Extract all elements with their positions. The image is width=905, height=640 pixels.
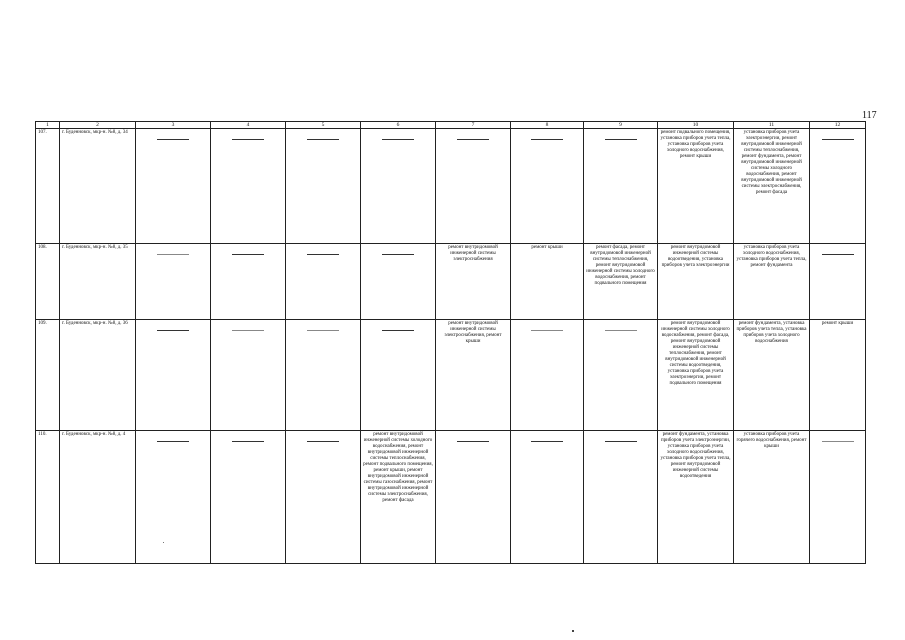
dash-mark	[822, 139, 854, 140]
work-cell: ремонт подвального помещения, установка приборов учета тепла, установка приборов учета холодного водоснабжения, ремонт крыши	[658, 129, 734, 244]
empty-cell	[511, 431, 584, 564]
dash-mark	[531, 139, 563, 140]
column-header: 5	[286, 122, 361, 129]
dash-mark	[457, 139, 489, 140]
dash-mark	[382, 330, 414, 331]
empty-cell	[136, 129, 211, 244]
empty-cell	[211, 320, 286, 431]
column-header: 3	[136, 122, 211, 129]
table-row	[36, 244, 866, 320]
empty-cell	[810, 129, 866, 244]
work-cell: ремонт внутридомовой инженерной системы электроснабжения, ремонт крыши	[436, 320, 511, 431]
row-number: 108.	[36, 244, 60, 320]
column-header: 1	[36, 122, 60, 129]
empty-cell	[211, 129, 286, 244]
empty-cell	[286, 320, 361, 431]
dash-mark	[605, 330, 637, 331]
column-number-row	[36, 122, 866, 129]
dash-mark	[605, 441, 637, 442]
empty-cell	[584, 320, 658, 431]
work-cell: ремонт фасада, ремонт внутридомовой инженерной системы теплоснабжения, ремонт внутридомовой инженерной системы холодного водоснабжения, ремонт подвального помещения	[584, 244, 658, 320]
row-number: 109.	[36, 320, 60, 431]
work-cell: ремонт внутридомовой инженерной системы водоотведения, установка приборов учета электроэнергии	[658, 244, 734, 320]
table-row	[36, 129, 866, 244]
empty-cell	[511, 320, 584, 431]
empty-cell	[286, 129, 361, 244]
dash-mark	[382, 139, 414, 140]
empty-cell	[211, 244, 286, 320]
dash-mark	[382, 254, 414, 255]
empty-cell	[810, 244, 866, 320]
empty-cell	[136, 431, 211, 564]
work-cell: ремонт фундамента, установка приборов учета тепла, установка приборов учета холодного водоснабжения	[734, 320, 810, 431]
row-address: г. Буденновск, мкр-н. №8, д. 35	[60, 244, 136, 320]
work-cell: ремонт внутридомовой инженерной системы электроснабжения	[436, 244, 511, 320]
column-header: 9	[584, 122, 658, 129]
table-row	[36, 320, 866, 431]
dash-mark	[307, 441, 339, 442]
table-row	[36, 431, 866, 564]
work-cell: установка приборов учета холодного водоснабжения, установка приборов учета тепла, ремонт фундамента	[734, 244, 810, 320]
row-address: г. Буденновск, мкр-н. №8, д. 36	[60, 320, 136, 431]
dash-mark	[232, 254, 264, 255]
column-header: 8	[511, 122, 584, 129]
row-number: 110.	[36, 431, 60, 564]
dash-mark	[307, 254, 339, 255]
empty-cell	[136, 244, 211, 320]
dash-mark	[307, 330, 339, 331]
dash-mark	[157, 330, 189, 331]
row-address: г. Буденновск, мкр-н. №8, д. 34	[60, 129, 136, 244]
empty-cell	[286, 431, 361, 564]
dash-mark	[157, 441, 189, 442]
work-cell: ремонт крыши	[511, 244, 584, 320]
empty-cell	[436, 129, 511, 244]
dash-mark	[307, 139, 339, 140]
repair-schedule-table	[35, 121, 866, 564]
work-cell: ремонт внутридомовой инженерной системы холодного водоснабжения, ремонт фасада, ремонт внутридомовой инженерной системы теплоснабжения, ремонт внутридомовой инженерной системы водоотведения, установка приборов учета электроэнергии, ремонт подвального помещения	[658, 320, 734, 431]
work-cell: ремонт крыши	[810, 320, 866, 431]
empty-cell	[810, 431, 866, 564]
dash-mark	[822, 254, 854, 255]
column-header: 10	[658, 122, 734, 129]
dash-mark	[232, 441, 264, 442]
column-header: 2	[60, 122, 136, 129]
dash-mark	[232, 139, 264, 140]
empty-cell	[361, 244, 436, 320]
row-address: г. Буденновск, мкр-н. №8, д. 4	[60, 431, 136, 564]
dash-mark	[157, 254, 189, 255]
column-header: 11	[734, 122, 810, 129]
work-cell: ремонт фундамента, установка приборов учета электроэнергии, установка приборов учета холодного водоснабжения, установка приборов учета тепла, ремонт внутридомовой инженерной системы водоотведения	[658, 431, 734, 564]
work-cell: установка приборов учета электроэнергии, ремонт внутридомовой инженерной системы теплоснабжения, ремонт фундамента, ремонт внутридомовой инженерной системы холодного водоснабжения, ремонт внутридомовой инженерной системы электроснабжения, ремонт фасада	[734, 129, 810, 244]
empty-cell	[584, 431, 658, 564]
dash-mark	[232, 330, 264, 331]
column-header: 12	[810, 122, 866, 129]
column-header: 4	[211, 122, 286, 129]
scan-speck	[163, 542, 164, 543]
page-number: 117	[862, 110, 877, 121]
row-number: 107.	[36, 129, 60, 244]
column-header: 7	[436, 122, 511, 129]
dash-mark	[605, 139, 637, 140]
column-header: 6	[361, 122, 436, 129]
empty-cell	[361, 320, 436, 431]
empty-cell	[436, 431, 511, 564]
work-cell: установка приборов учета горячего водоснабжения, ремонт крыши	[734, 431, 810, 564]
dash-mark	[157, 139, 189, 140]
dash-mark	[457, 441, 489, 442]
empty-cell	[511, 129, 584, 244]
work-cell: ремонт внутридомовой инженерной системы холодного водоснабжения, ремонт внутридомовой инженерной системы теплоснабжения, ремонт подвального помещения, ремонт крыши, ремонт внутридомовой инженерной системы газоснабжения, ремонт внутридомовой инженерной системы электроснабжения, ремонт фасада	[361, 431, 436, 564]
empty-cell	[211, 431, 286, 564]
dash-mark	[531, 330, 563, 331]
dash-mark	[822, 441, 854, 442]
empty-cell	[136, 320, 211, 431]
dash-mark	[531, 441, 563, 442]
empty-cell	[584, 129, 658, 244]
empty-cell	[361, 129, 436, 244]
empty-cell	[286, 244, 361, 320]
scan-dot	[572, 630, 574, 632]
